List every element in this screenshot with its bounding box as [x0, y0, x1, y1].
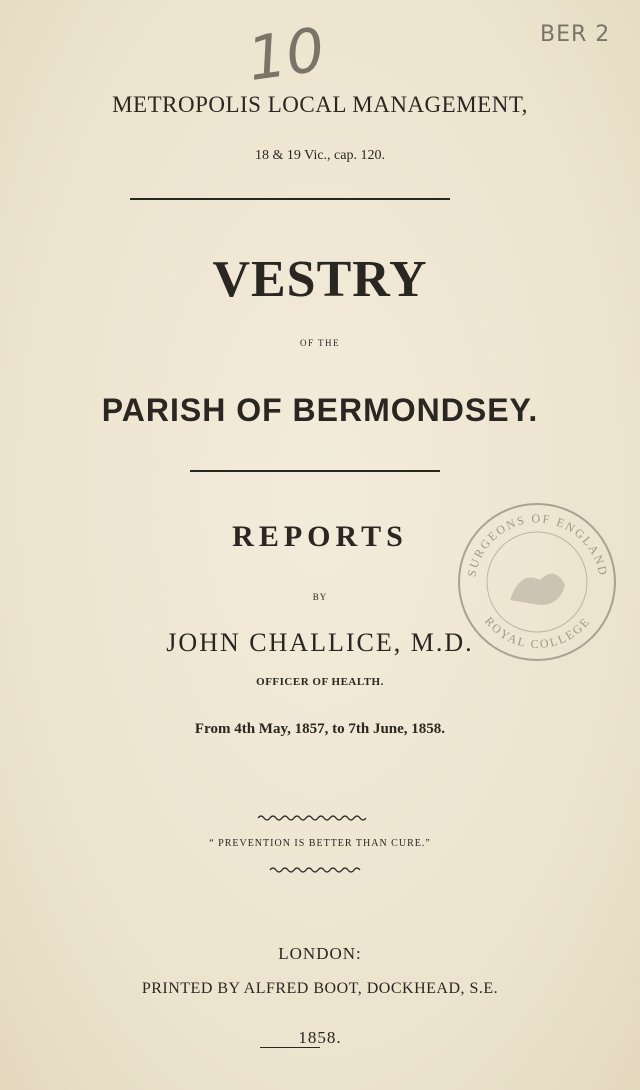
svg-text:ROYAL COLLEGE	[482, 614, 593, 651]
stamp-top-text: SURGEONS OF ENGLAND	[464, 511, 611, 579]
divider-rule	[190, 470, 440, 472]
parish-name: PARISH OF BERMONDSEY.	[101, 392, 539, 428]
statute-reference: 18 & 19 Vic., cap. 120.	[255, 148, 385, 163]
shelf-number-annotation: 10	[243, 15, 329, 95]
printer-line: PRINTED BY ALFRED BOOT, DOCKHEAD, S.E.	[141, 980, 499, 997]
ornamental-wavy-rule	[0, 813, 640, 823]
heading-vestry: VESTRY	[212, 251, 428, 308]
imprint-city: LONDON:	[278, 944, 362, 963]
author-name: JOHN CHALLICE, M.D.	[166, 628, 474, 657]
stamp-bottom-text: ROYAL COLLEGE	[481, 613, 594, 652]
publication-year: 1858.	[298, 1028, 342, 1047]
ornamental-wavy-rule	[0, 865, 640, 875]
show-through-text	[20, 110, 620, 233]
divider-rule	[130, 198, 450, 200]
library-stamp	[450, 490, 625, 670]
by-label: BY	[312, 592, 328, 602]
author-title: OFFICER OF HEALTH.	[256, 676, 384, 688]
motto: “ PREVENTION IS BETTER THAN CURE.”	[209, 838, 431, 849]
reports-heading: REPORTS	[232, 520, 408, 553]
series-title: METROPOLIS LOCAL MANAGEMENT,	[112, 92, 528, 117]
stamp-emblem	[510, 574, 565, 605]
of-the-label: OF THE	[299, 338, 341, 348]
date-range: From 4th May, 1857, to 7th June, 1858.	[194, 721, 446, 737]
reference-annotation: BER 2	[540, 22, 611, 47]
